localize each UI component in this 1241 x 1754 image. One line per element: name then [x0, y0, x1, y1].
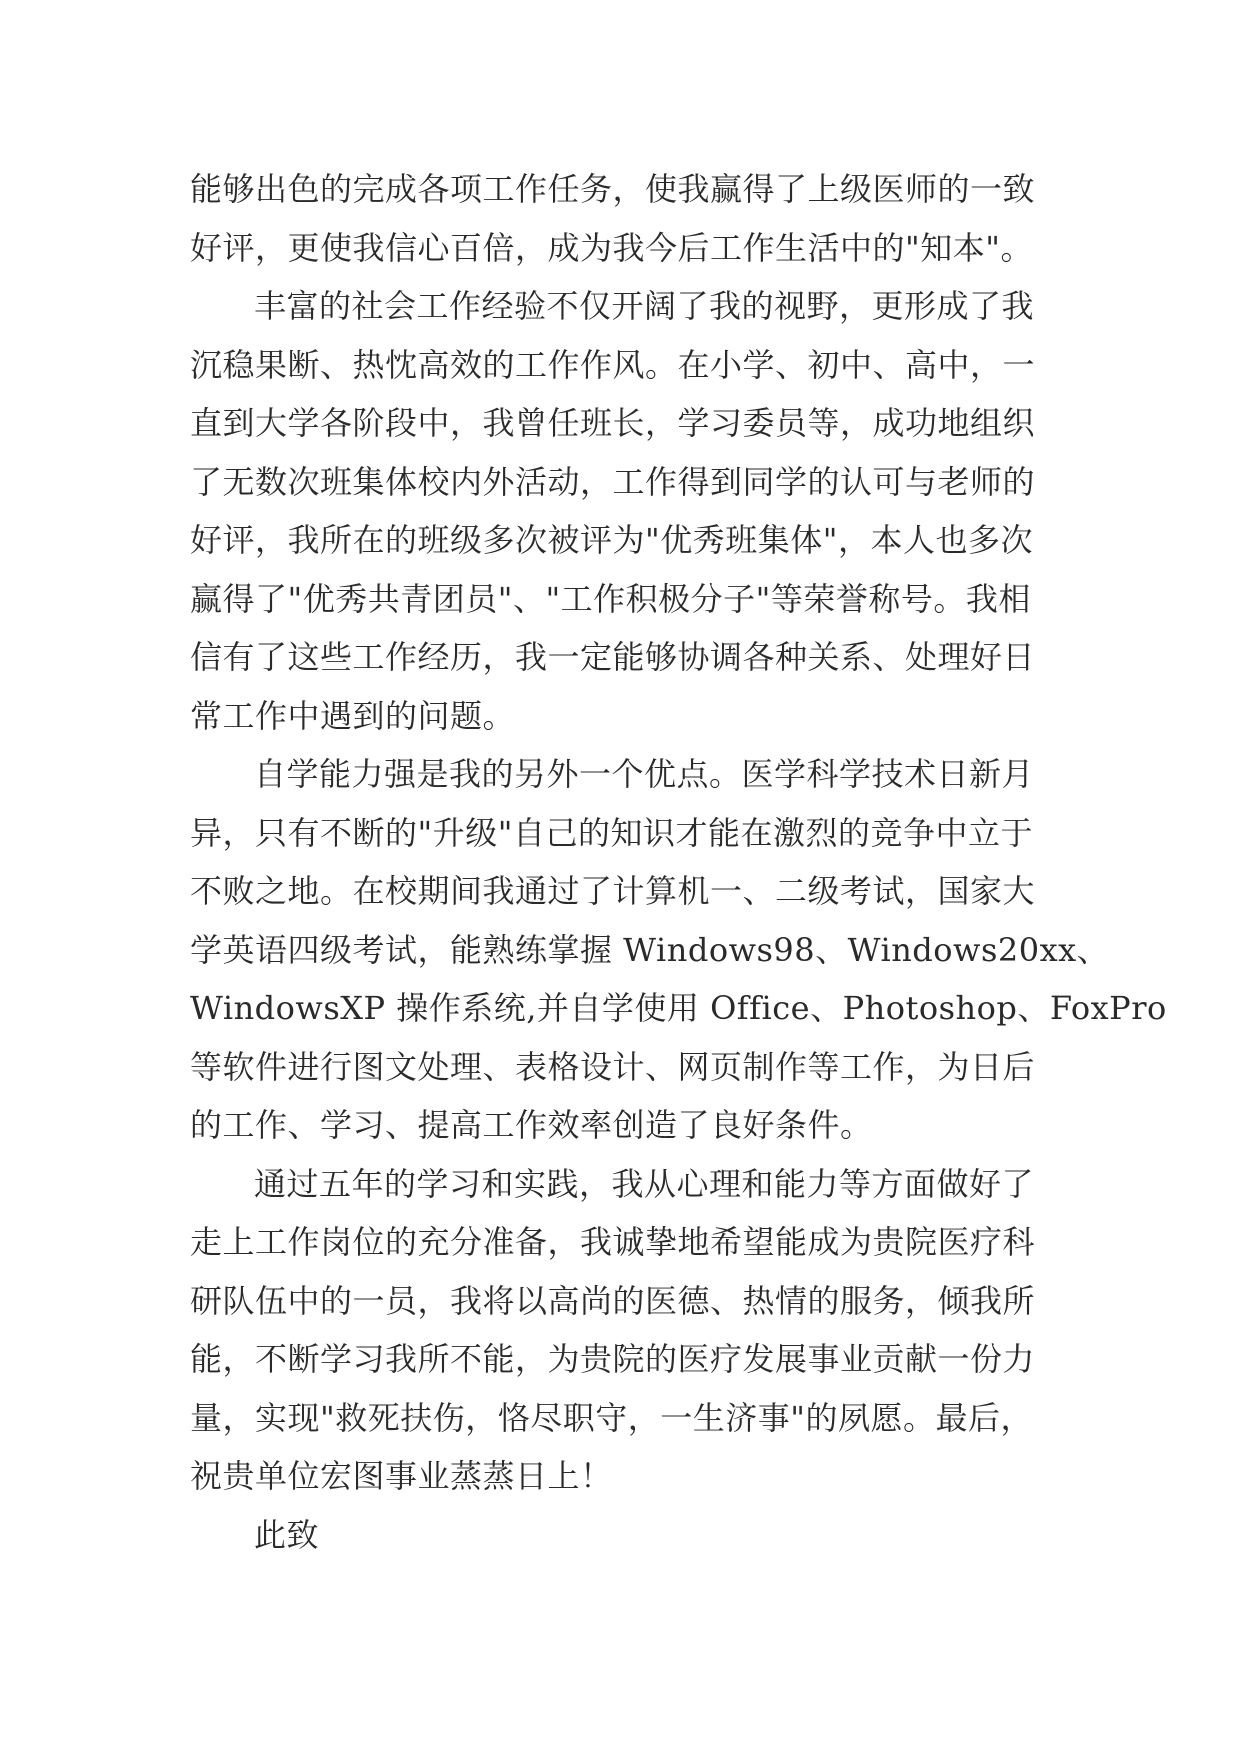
- text-line: 量，实现"救死扶伤，恪尽职守，一生济事"的夙愿。最后，: [190, 1398, 1033, 1437]
- text-line: 沉稳果断、热忱高效的工作作风。在小学、初中、高中，一: [190, 345, 1036, 384]
- text-line: 能够出色的完成各项工作任务，使我赢得了上级医师的一致: [190, 170, 1036, 208]
- text-line: 学英语四级考试，能熟练掌握 Windows98、Windows20xx、: [190, 930, 1110, 969]
- text-line: 异，只有不断的"升级"自己的知识才能在激烈的竞争中立于: [190, 813, 1033, 852]
- text-line: 走上工作岗位的充分准备，我诚挚地希望能成为贵院医疗科: [190, 1223, 1036, 1261]
- closing-salutation: 此致: [254, 1515, 320, 1554]
- text-line: WindowsXP 操作系统,并自学使用 Office、Photoshop、FoxPro: [190, 989, 1167, 1027]
- text-line: 不败之地。在校期间我通过了计算机一、二级考试，国家大: [190, 872, 1036, 910]
- paragraph-start-line: 自学能力强是我的另外一个优点。医学科学技术日新月: [254, 755, 1035, 793]
- text-line: 赢得了"优秀共青团员"、"工作积极分子"等荣誉称号。我相: [190, 579, 1031, 618]
- text-line: 等软件进行图文处理、表格设计、网页制作等工作，为日后: [190, 1047, 1036, 1086]
- text-line: 祝贵单位宏图事业蒸蒸日上！: [190, 1457, 613, 1495]
- text-line: 信有了这些工作经历，我一定能够协调各种关系、处理好日: [190, 638, 1036, 676]
- text-line: 的工作、学习、提高工作效率创造了良好条件。: [190, 1106, 873, 1144]
- text-line: 好评，更使我信心百倍，成为我今后工作生活中的"知本"。: [190, 228, 1033, 267]
- paragraph-start-line: 通过五年的学习和实践，我从心理和能力等方面做好了: [254, 1164, 1035, 1203]
- text-line: 研队伍中的一员，我将以高尚的医德、热情的服务，倾我所: [190, 1281, 1036, 1320]
- text-line: 好评，我所在的班级多次被评为"优秀班集体"，本人也多次: [190, 521, 1033, 559]
- paragraph-start-line: 丰富的社会工作经验不仅开阔了我的视野，更形成了我: [254, 287, 1035, 325]
- text-line: 能，不断学习我所不能，为贵院的医疗发展事业贡献一份力: [190, 1340, 1036, 1378]
- text-line: 了无数次班集体校内外活动，工作得到同学的认可与老师的: [190, 462, 1036, 501]
- text-line: 直到大学各阶段中，我曾任班长，学习委员等，成功地组织: [190, 404, 1036, 442]
- text-line: 常工作中遇到的问题。: [190, 696, 516, 735]
- letter-body: [190, 160, 1167, 1564]
